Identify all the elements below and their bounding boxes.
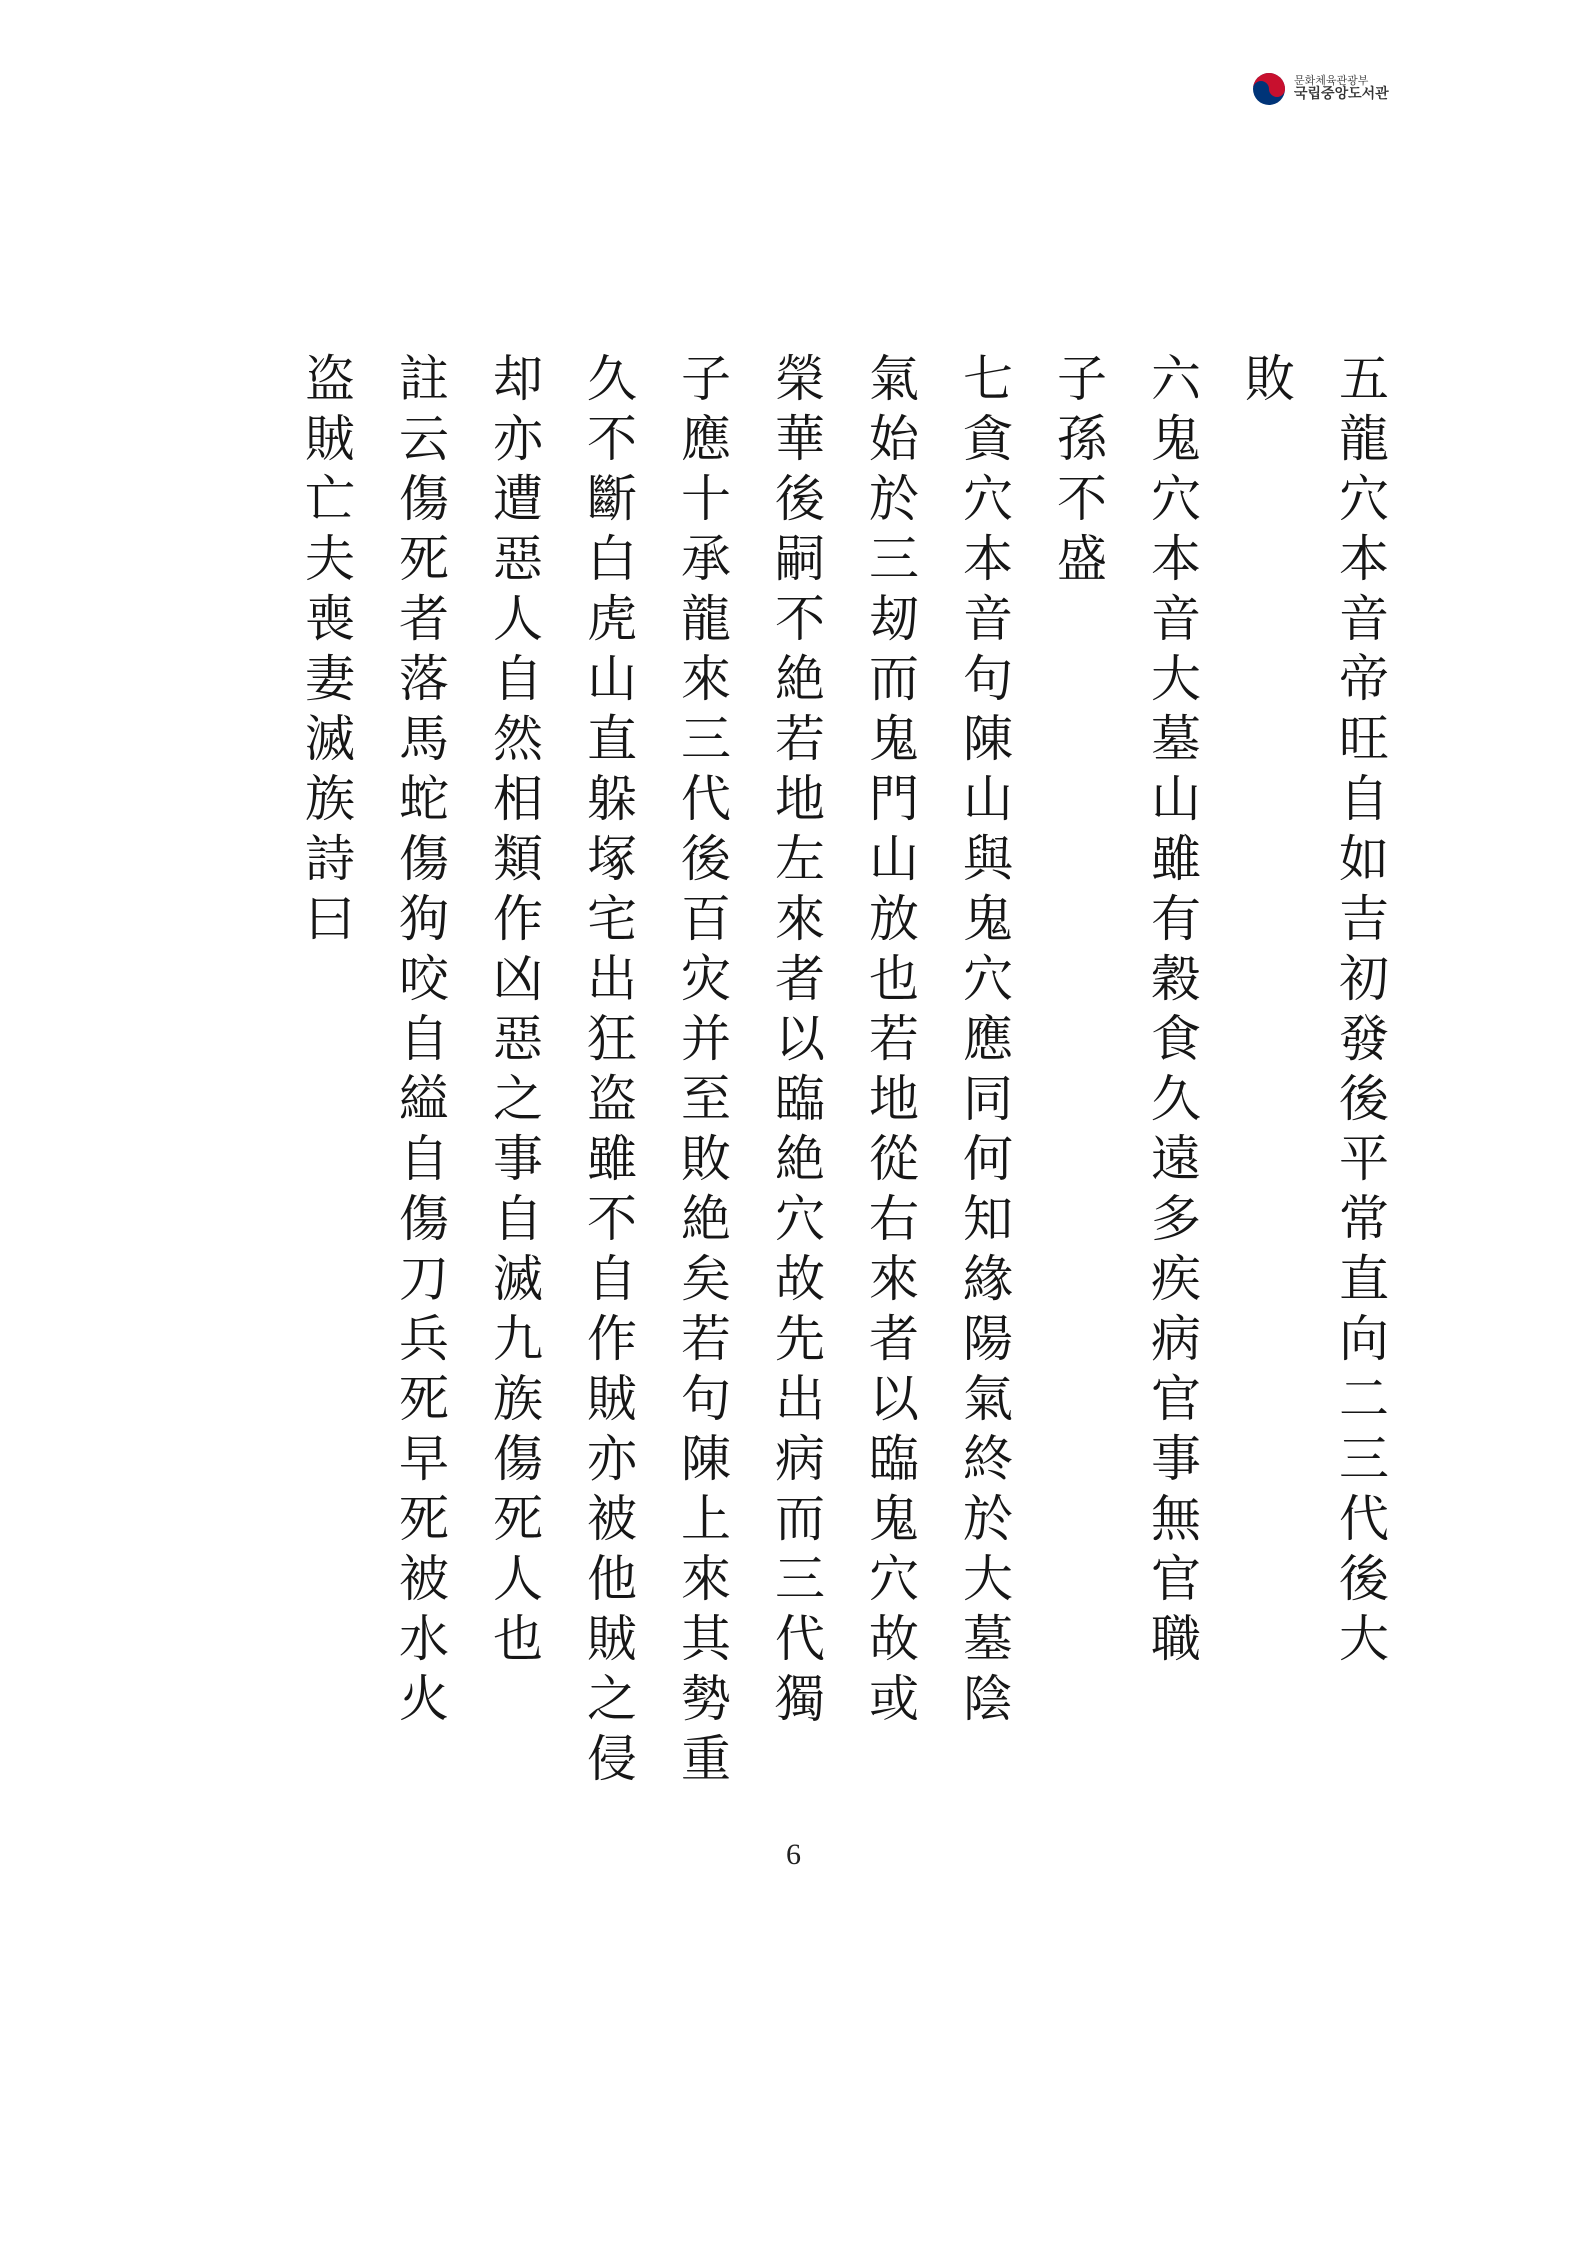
manuscript-line-7: 榮華後嗣不絶若地左來者以臨絶穴故先出病而三代獨 [767, 352, 825, 1732]
manuscript-line-8: 子應十承龍來三代後百灾并至敗絶矣若句陳上來其勢重 [673, 352, 731, 1792]
logo-text [1294, 75, 1389, 102]
manuscript-text [279, 352, 1407, 1797]
manuscript-line-12: 盗賊亡夫喪妻滅族詩曰 [297, 352, 355, 952]
manuscript-line-4: 子孫不盛 [1049, 352, 1107, 592]
manuscript-line-1: 五龍穴本音帝旺自如吉初發後平常直向二三代後大 [1331, 352, 1389, 1672]
manuscript-line-9: 久不斷白虎山直躲塚宅出狂盗雖不自作賊亦被他賊之侵 [579, 352, 637, 1792]
manuscript-line-5: 七貪穴本音句陳山與鬼穴應同何知緣陽氣終於大墓陰 [955, 352, 1013, 1732]
taegeuk-emblem-icon [1252, 72, 1286, 106]
manuscript-line-11: 註云傷死者落馬蛇傷狗咬自縊自傷刀兵死早死被水火 [391, 352, 449, 1732]
library-logo [1252, 72, 1389, 106]
manuscript-line-3: 六鬼穴本音大墓山雖有穀食久遠多疾病官事無官職 [1143, 352, 1201, 1672]
manuscript-line-6: 氣始於三刼而鬼門山放也若地從右來者以臨鬼穴故或 [861, 352, 919, 1732]
page-number: 6 [786, 1838, 801, 1871]
manuscript-line-10: 却亦遭惡人自然相類作凶惡之事自滅九族傷死人也 [485, 352, 543, 1672]
manuscript-line-2: 敗 [1237, 352, 1295, 412]
ministry-name: 문화체육관광부 [1294, 74, 1369, 88]
library-name: 국립중앙도서관 [1294, 86, 1389, 103]
